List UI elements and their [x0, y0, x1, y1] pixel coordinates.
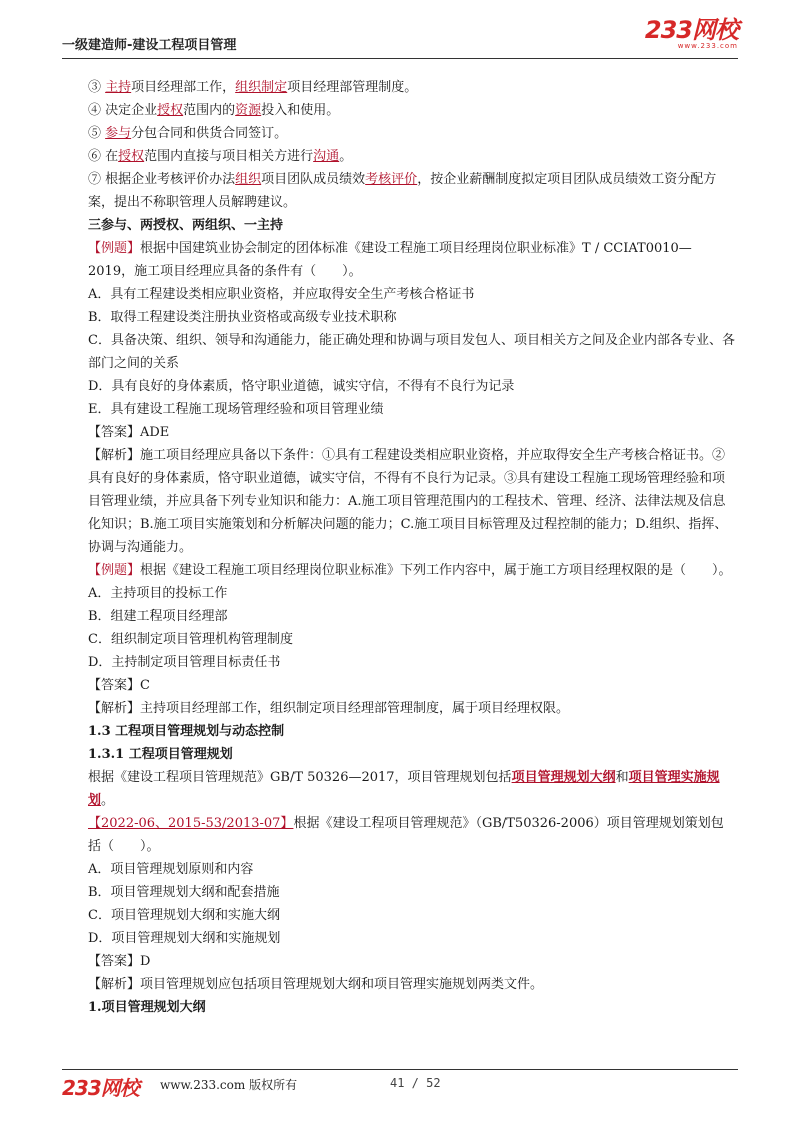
question-2-options — [88, 582, 736, 674]
duty-item-3: ③ 主持项目经理部工作，组织制定项目经理部管理制度。 — [88, 80, 418, 95]
duty-item-4: ④ 决定企业授权范围内的资源投入和使用。 — [88, 103, 340, 118]
option: D．项目管理规划大纲和实施规划 — [88, 931, 281, 946]
option: C．组织制定项目管理机构管理制度 — [88, 632, 293, 647]
brand-logo-url: www.233.com — [677, 42, 738, 50]
option: C．具备决策、组织、领导和沟通能力，能正确处理和协调与项目发包人、项目相关方之间及企业内部各专业、各部门之间的关系 — [88, 333, 735, 371]
section-heading-1-3-1: 1.3.1 工程项目管理规划 — [88, 747, 233, 762]
option: A．具有工程建设类相应职业资格，并应取得安全生产考核合格证书 — [88, 287, 475, 302]
question-1-stem: 【例题】根据中国建筑业协会制定的团体标准《建设工程施工项目经理岗位职业标准》T / CCIAT0010—2019，施工项目经理应具备的条件有（ ）。 — [88, 241, 692, 279]
section-heading-1-3: 1.3 工程项目管理规划与动态控制 — [88, 724, 285, 739]
question-2-answer: 【答案】C — [88, 678, 150, 693]
question-3-analysis: 【解析】项目管理规划应包括项目管理规划大纲和项目管理实施规划两类文件。 — [88, 977, 544, 992]
option: A．项目管理规划原则和内容 — [88, 862, 254, 877]
planning-paragraph: 根据《建设工程项目管理规范》GB/T 50326—2017，项目管理规划包括项目管理规划大纲和项目管理实施规划。 — [88, 770, 720, 808]
duty-item-6: ⑥ 在授权范围内直接与项目相关方进行沟通。 — [88, 149, 353, 164]
footer-logo[interactable]: 233网校 — [62, 1076, 139, 1100]
question-1-analysis: 【解析】施工项目经理应具备以下条件：①具有工程建设类相应职业资格，并应取得安全生产考核合格证书。②具有良好的身体素质，恪守职业道德，诚实守信，不得有不良行为记录。③具有建设工程施工现场管理经验和项目管理业绩，并应具备下列专业知识和能力：A.施工项目管理范围内的工程技术、管理、经济、法律法规及信息化知识；B.施工项目实施策划和分析解决问题的能力；C.施工项目目标管理及过程控制的能力；D.组织、指挥、协调与沟通能力。 — [88, 448, 728, 555]
option: A．主持项目的投标工作 — [88, 586, 228, 601]
duty-item-5: ⑤ 参与分包合同和供货合同签订。 — [88, 126, 288, 141]
document-body — [88, 76, 736, 1019]
page-number: 41 / 52 — [390, 1076, 441, 1090]
option: B．项目管理规划大纲和配套措施 — [88, 885, 280, 900]
option: B．取得工程建设类注册执业资格或高级专业技术职称 — [88, 310, 397, 325]
option: E．具有建设工程施工现场管理经验和项目管理业绩 — [88, 402, 384, 417]
brand-logo[interactable] — [645, 18, 738, 50]
question-3-options — [88, 858, 736, 950]
question-3-stem: 【2022-06、2015-53/2013-07】根据《建设工程项目管理规范》（GB/T50326-2006）项目管理规划策划包括（ ）。 — [88, 816, 724, 854]
question-2-stem: 【例题】根据《建设工程施工项目经理岗位职业标准》下列工作内容中，属于施工方项目经理权限的是（ ）。 — [88, 563, 732, 578]
question-1-answer: 【答案】ADE — [88, 425, 170, 440]
option: D．具有良好的身体素质，恪守职业道德，诚实守信，不得有不良行为记录 — [88, 379, 515, 394]
summary-line: 三参与、两授权、两组织、一主持 — [88, 218, 284, 233]
header-divider — [62, 58, 738, 59]
option: D．主持制定项目管理目标责任书 — [88, 655, 281, 670]
footer-copyright: www.233.com 版权所有 — [160, 1078, 298, 1092]
brand-logo-text: 233网校 — [644, 16, 738, 44]
duty-item-7: ⑦ 根据企业考核评价办法组织项目团队成员绩效考核评价，按企业薪酬制度拟定项目团队成员绩效工资分配方案，提出不称职管理人员解聘建议。 — [88, 172, 717, 210]
header-title: 一级建造师-建设工程项目管理 — [62, 38, 237, 53]
subheading-outline: 1.项目管理规划大纲 — [88, 1000, 206, 1015]
question-1-options — [88, 283, 736, 421]
option: B．组建工程项目经理部 — [88, 609, 228, 624]
question-3-answer: 【答案】D — [88, 954, 151, 969]
footer-divider — [62, 1069, 738, 1070]
question-2-analysis: 【解析】主持项目经理部工作，组织制定项目经理部管理制度，属于项目经理权限。 — [88, 701, 570, 716]
option: C．项目管理规划大纲和实施大纲 — [88, 908, 280, 923]
